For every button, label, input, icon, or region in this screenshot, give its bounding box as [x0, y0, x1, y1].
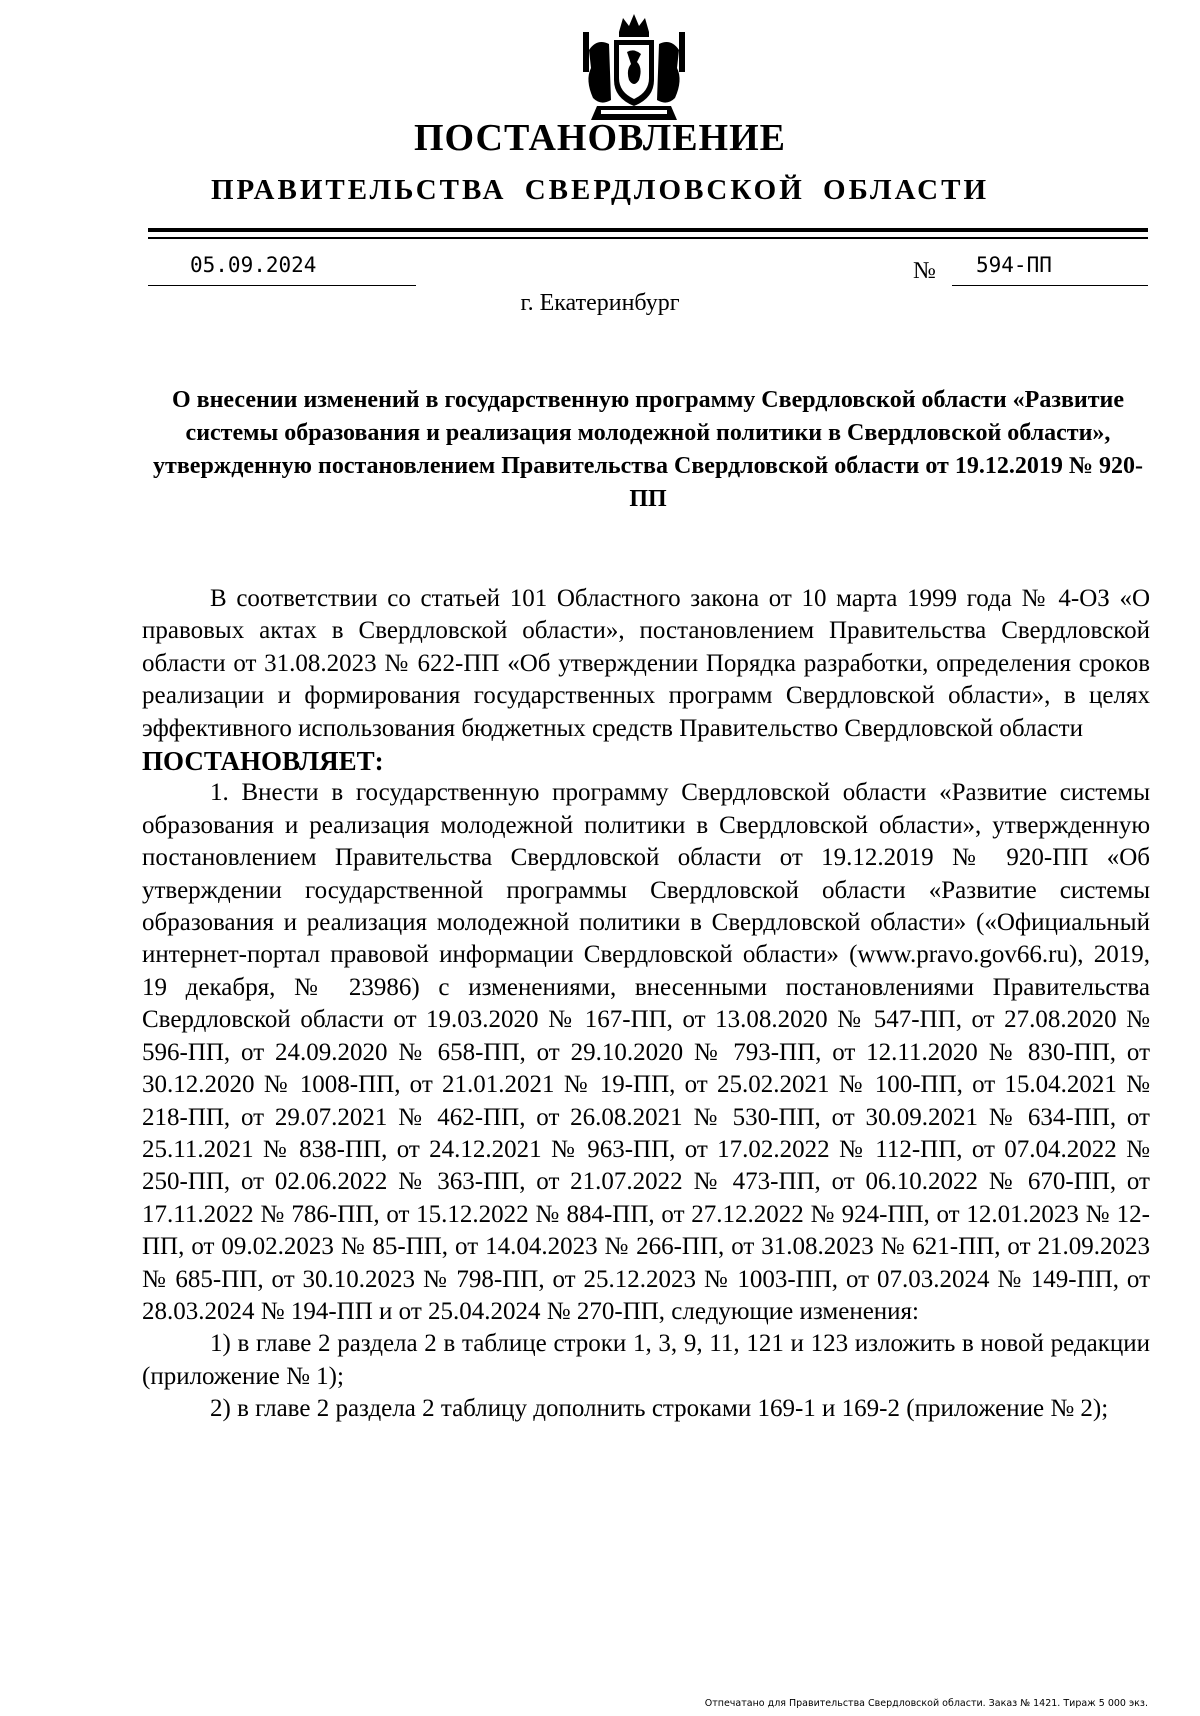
document-subtitle: ПРАВИТЕЛЬСТВА СВЕРДЛОВСКОЙ ОБЛАСТИ — [210, 174, 990, 206]
sverdlovsk-coat-of-arms-icon — [579, 10, 689, 125]
document-date: 05.09.2024 — [148, 250, 416, 286]
document-title: ПОСТАНОВЛЕНИЕ — [413, 117, 787, 159]
header-rule-thin — [148, 237, 1148, 239]
preamble-paragraph: В соответствии со статьей 101 Областного закона от 10 марта 1999 года № 4-ОЗ «О правовых актах в Свердловской области», постановлением Правительства Свердловской области от 31.08.2023 № 622-ПП «Об утверждении Порядка разработки, определения сроков реализации и формирования государственных программ Свердловской области», в целях эффективного использования бюджетных средств Правительство Свердловской области — [142, 585, 1150, 742]
item-1-paragraph: 1. Внести в государственную программу Свердловской области «Развитие системы образования и реализация молодежной политики в Свердловской области», утвержденную постановлением Правительства Свердловской области от 19.12.2019 № 920-ПП «Об утверждении государственной программы Свердловской области «Развитие системы образования и реализация молодежной политики в Свердловской области» («Официальный интернет-портал правовой информации Свердловской области» (www.pravo.gov66.ru), 2019, 19 декабря, № 23986) с изменениями, внесенными постановлениями Правительства Свердловской области от 19.03.2020 № 167-ПП, от 13.08.2020 № 547-ПП, от 27.08.2020 № 596-ПП, от 24.09.2020 № 658-ПП, от 29.10.2020 № 793-ПП, от 12.11.2020 № 830-ПП, от 30.12.2020 № 1008-ПП, от 21.01.2021 № 19-ПП, от 25.02.2021 № 100-ПП, от 15.04.2021 № 218-ПП, от 29.07.2021 № 462-ПП, от 26.08.2021 № 530-ПП, от 30.09.2021 № 634-ПП, от 25.11.2021 № 838-ПП, от 24.12.2021 № 963-ПП, от 17.02.2022 № 112-ПП, от 07.04.2022 № 250-ПП, от 02.06.2022 № 363-ПП, от 21.07.2022 № 473-ПП, от 06.10.2022 № 670-ПП, от 17.11.2022 № 786-ПП, от 15.12.2022 № 884-ПП, от 27.12.2022 № 924-ПП, от 12.01.2023 № 12-ПП, от 09.02.2023 № 85-ПП, от 14.04.2023 № 266-ПП, от 31.08.2023 № 621-ПП, от 21.09.2023 № 685-ПП, от 30.10.2023 № 798-ПП, от 25.12.2023 № 1003-ПП, от 07.03.2024 № 149-ПП, от 28.03.2024 № 194-ПП и от 25.04.2024 № 270-ПП, следующие изменения: — [142, 779, 1150, 1325]
document-city: г. Екатеринбург — [520, 290, 680, 316]
document-number: 594-ПП — [952, 250, 1148, 286]
header-rule-thick — [148, 228, 1148, 232]
subitem-2-paragraph: 2) в главе 2 раздела 2 таблицу дополнить строками 169-1 и 169-2 (приложение № 2); — [210, 1395, 1109, 1423]
number-sign: № — [913, 258, 936, 284]
decree-word: ПОСТАНОВЛЯЕТ: — [142, 746, 384, 777]
print-footer: Отпечатано для Правительства Свердловской области. Заказ № 1421. Тираж 5 000 экз. — [704, 1698, 1148, 1709]
document-body — [142, 583, 1150, 1426]
subitem-1-paragraph: 1) в главе 2 раздела 2 в таблице строки 1, 3, 9, 11, 121 и 123 изложить в новой редакции (приложение № 1); — [142, 1330, 1150, 1390]
document-heading: О внесении изменений в государственную программу Свердловской области «Развитие системы образования и реализация молодежной политики в Свердловской области», утвержденную постановлением Правительства Свердловской области от 19.12.2019 № 920-ПП — [153, 387, 1143, 512]
